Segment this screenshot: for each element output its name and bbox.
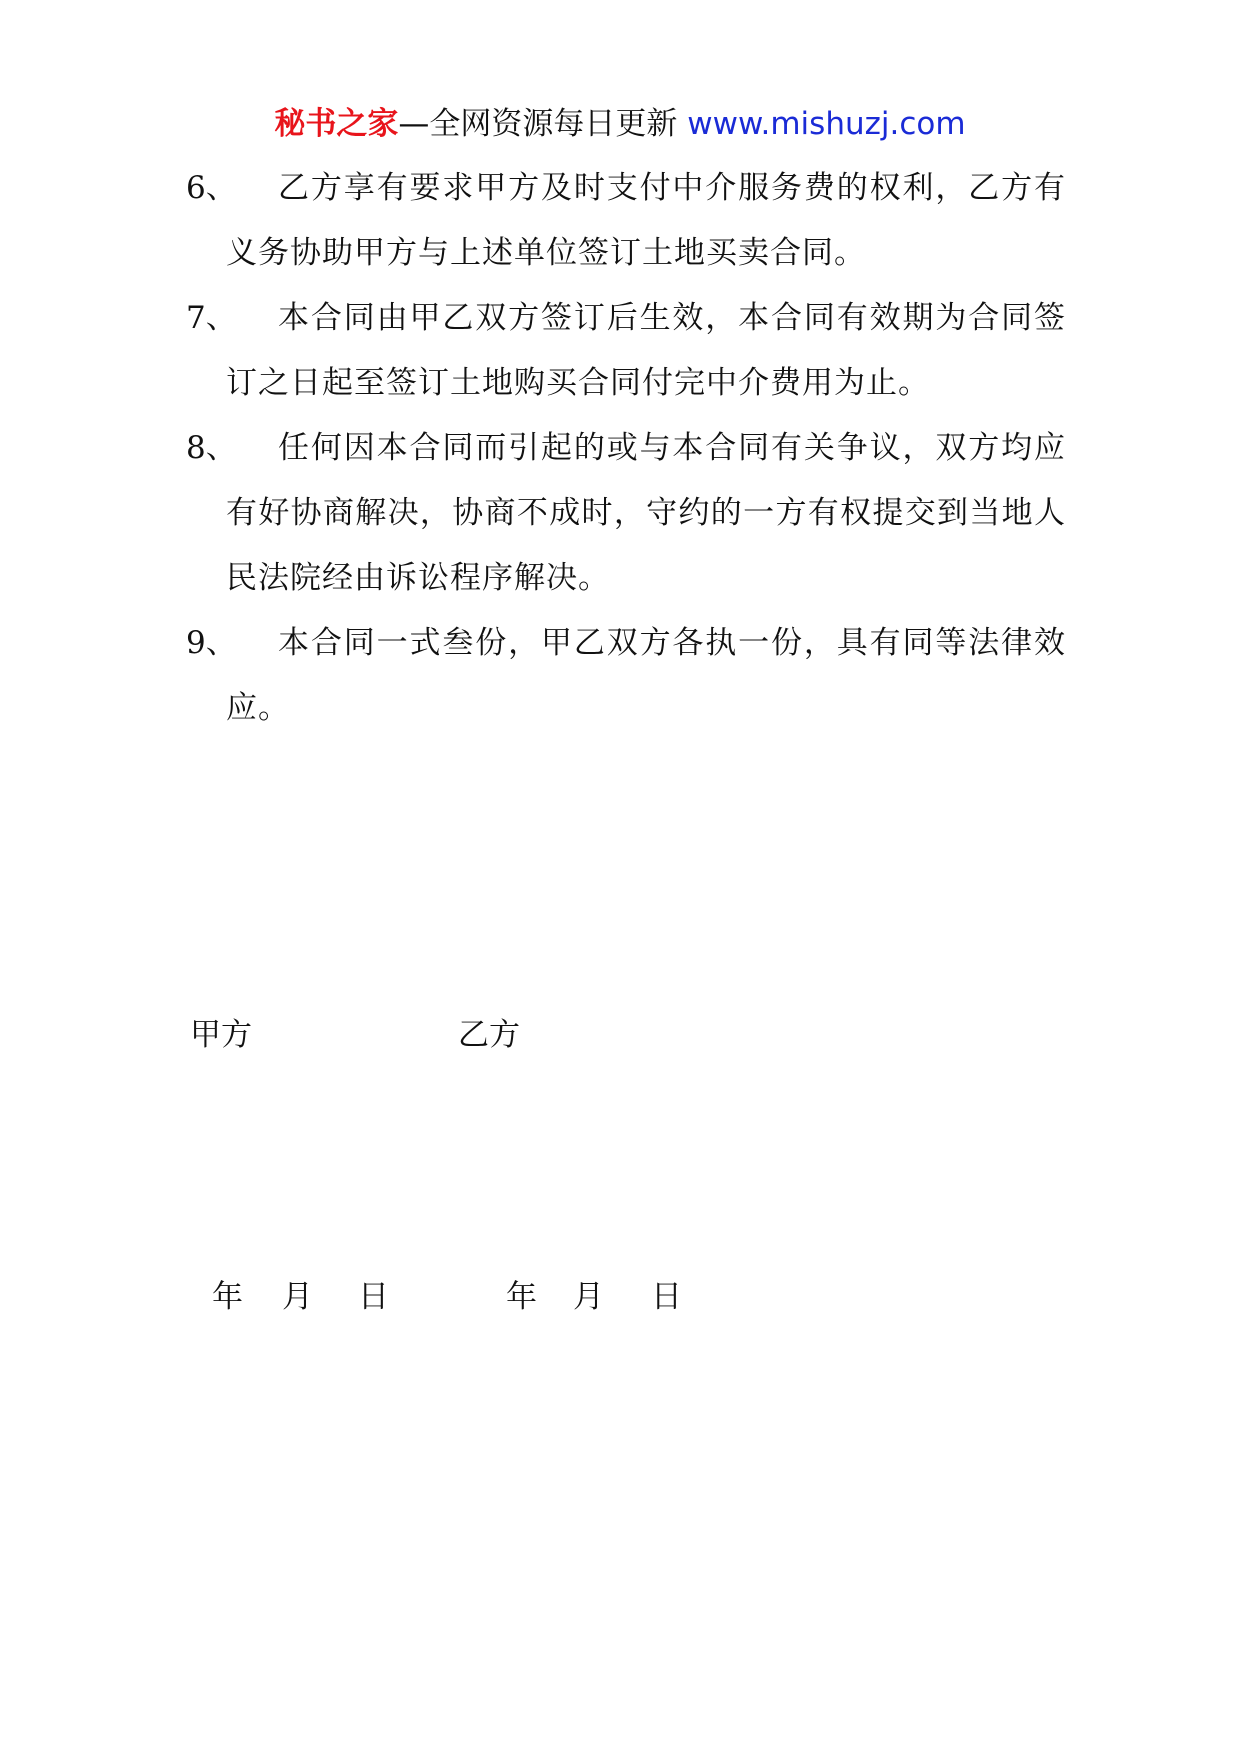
date-year-label: 年 (506, 1279, 537, 1315)
clause-text: 任何因本合同而引起的或与本合同有关争议，双方均应有好协商解决，协商不成时，守约的一方有权提交到当地人民法院经由诉讼程序解决。 (226, 430, 1066, 596)
date-month-label: 月 (573, 1279, 604, 1315)
clause-7 (186, 286, 1066, 416)
date-day-label: 日 (358, 1279, 389, 1315)
clause-9 (186, 611, 1066, 741)
clause-text: 乙方享有要求甲方及时支付中介服务费的权利，乙方有义务协助甲方与上述单位签订土地买卖合同。 (226, 170, 1066, 271)
clause-8 (186, 416, 1066, 611)
page-header (0, 104, 1240, 144)
clause-number: 8、 (186, 430, 237, 466)
clause-6 (186, 156, 1066, 286)
header-brand: 秘书之家 (274, 106, 399, 142)
date-day-label: 日 (651, 1279, 682, 1315)
clause-number: 9、 (186, 625, 237, 661)
date-year-label: 年 (212, 1279, 243, 1315)
date-month-label: 月 (282, 1279, 313, 1315)
header-slogan: —全网资源每日更新 (398, 106, 678, 142)
clause-number: 6、 (186, 170, 237, 206)
clause-number: 7、 (186, 300, 237, 336)
clause-text: 本合同一式叁份，甲乙双方各执一份，具有同等法律效应。 (226, 625, 1066, 726)
clause-text: 本合同由甲乙双方签订后生效，本合同有效期为合同签订之日起至签订土地购买合同付完中介费用为止。 (226, 300, 1066, 401)
party-b-signature-label: 乙方 (458, 1017, 520, 1053)
party-a-signature-label: 甲方 (190, 1017, 252, 1053)
header-url-link[interactable]: www.mishuzj.com (687, 106, 966, 142)
